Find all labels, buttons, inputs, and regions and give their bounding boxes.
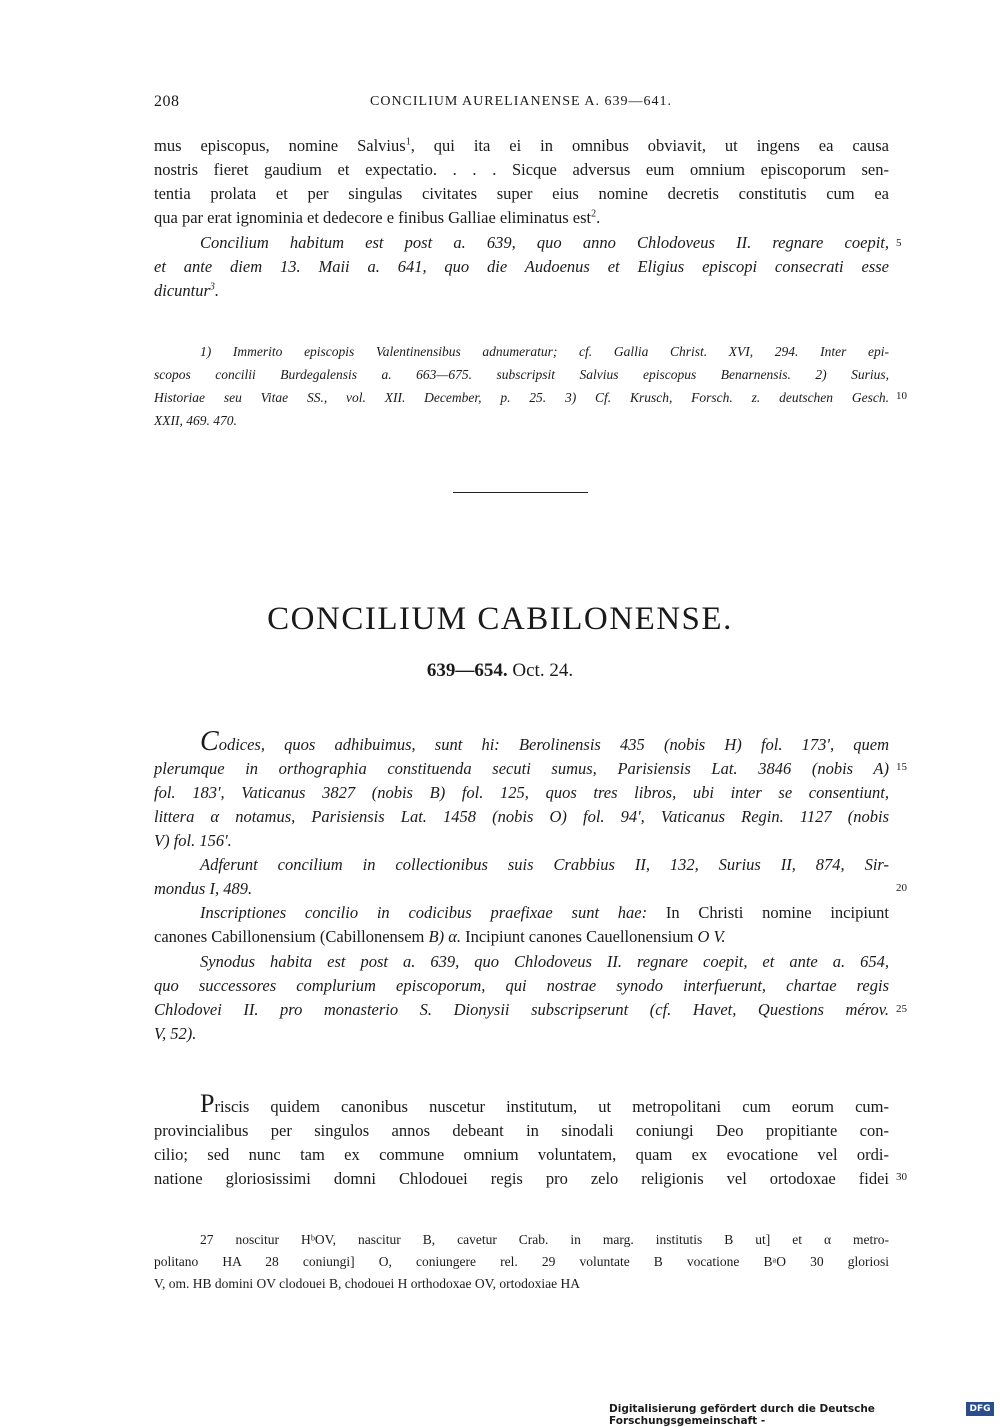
intro-line-3: tentia prolata et per singulas civitates super eius nomine decretis constitutis cum ea	[154, 184, 889, 203]
page-header	[154, 93, 889, 117]
section-title: CONCILIUM CABILONENSE.	[267, 601, 733, 637]
footnote-line-1: 1) Immerito episcopis Valentinensibus adnumeratur; cf. Gallia Christ. XVI, 294. Inter epi-	[200, 344, 889, 359]
codices-line-4: littera α notamus, Parisiensis Lat. 1458 (nobis O) fol. 94', Vaticanus Regin. 1127 (nobis	[154, 807, 889, 826]
intro-line-7: dicuntur$^3$.	[154, 281, 220, 300]
intro-line-4: qua par erat ignominia et dedecore e finibus Galliae eliminatus est$^2$.	[154, 208, 601, 227]
codices-line-10: Synodus habita est post a. 639, quo Chlodoveus II. regnare coepit, et ante a. 654,	[200, 952, 889, 971]
text-line-3: cilio; sed nunc tam ex commune omnium voluntatem, quam ex evocatione vel ordi-	[154, 1145, 889, 1164]
apparatus-line-1: 27 noscitur HᵇOV, nascitur B, cavetur Crab. in marg. institutis B ut] et α metro-	[200, 1232, 889, 1247]
codices-line-11: quo successores complurium episcoporum, qui nostrae synodo interfuerunt, chartae regis	[154, 976, 889, 995]
intro-line-6: et ante diem 13. Maii a. 641, quo die Audoenus et Eligius episcopi consecrati esse	[154, 257, 889, 276]
intro-line-5: Concilium habitum est post a. 639, quo anno Chlodoveus II. regnare coepit,	[200, 233, 889, 252]
codices-line-8: Inscriptiones concilio in codicibus praefixae sunt hae: In Christi nomine incipiunt	[200, 903, 889, 922]
text-line-1: Priscis quidem canonibus nuscetur institutum, ut metropolitani cum eorum cum-	[200, 1089, 889, 1118]
codices-line-7: mondus I, 489.	[154, 879, 253, 898]
apparatus-line-3: V, om. HB domini OV clodouei B, chodouei H orthodoxae OV, ortodoxiae HA	[154, 1276, 580, 1291]
line-number-5: 5	[896, 237, 902, 249]
dfg-logo: DFG	[966, 1402, 994, 1416]
text-line-2: provincialibus per singulos annos debeant in sinodali coniungi Deo propitiante con-	[154, 1121, 889, 1140]
intro-line-1: mus episcopus, nomine Salvius$^1$, qui ita ei in omnibus obviavit, ut ingens ea causa	[154, 136, 890, 155]
page-number: 208	[154, 93, 180, 110]
codices-line-12: Chlodovei II. pro monasterio S. Dionysii subscripserunt (cf. Havet, Questions mérov.	[154, 1000, 889, 1019]
section-divider	[453, 492, 588, 493]
codices-line-9: canones Cabillonensium (Cabillonensem B) α. Incipiunt canones Cauellonensium O V.	[154, 927, 726, 946]
line-number-10: 10	[896, 390, 907, 402]
footnote-line-3: Historiae seu Vitae SS., vol. XII. December, p. 25. 3) Cf. Krusch, Forsch. z. deutschen Gesch.	[154, 390, 889, 405]
codices-line-13: V, 52).	[154, 1024, 197, 1043]
line-number-25: 25	[896, 1003, 907, 1015]
codices-line-5: V) fol. 156'.	[154, 831, 232, 850]
text-line-4: natione gloriosissimi domni Chlodouei regis pro zelo religionis vel ortodoxae fidei	[154, 1169, 889, 1188]
line-number-15: 15	[896, 761, 907, 773]
codices-line-2: plerumque in orthographia constituenda secuti sumus, Parisiensis Lat. 3846 (nobis A)	[154, 759, 889, 778]
digitization-credit: Digitalisierung gefördert durch die Deutsche Forschungsgemeinschaft -	[609, 1403, 875, 1427]
codices-line-3: fol. 183', Vaticanus 3827 (nobis B) fol. 125, quos tres libros, ubi inter se consentiunt,	[154, 783, 889, 802]
running-title: CONCILIUM AURELIANENSE A. 639—641.	[370, 94, 672, 109]
section-date: 639—654. Oct. 24.	[426, 660, 574, 681]
apparatus-line-2: politano HA 28 coniungi] O, coniungere rel. 29 voluntate B vocatione BᵃO 30 gloriosi	[154, 1254, 889, 1269]
codices-line-6: Adferunt concilium in collectionibus suis Crabbius II, 132, Surius II, 874, Sir-	[200, 855, 889, 874]
line-number-30: 30	[896, 1171, 907, 1183]
footnote-line-4: XXII, 469. 470.	[154, 413, 237, 428]
codices-line-1: Codices, quos adhibuimus, sunt hi: Berolinensis 435 (nobis H) fol. 173', quem	[200, 726, 889, 757]
footnote-line-2: scopos concilii Burdegalensis a. 663—675. subscripsit Salvius episcopus Benarnensis. 2) Surius,	[154, 367, 889, 382]
intro-line-2: nostris fieret gaudium et expectatio. . . . Sicque adversus eum omnium episcoporum sen-	[154, 160, 889, 179]
line-number-20: 20	[896, 882, 907, 894]
